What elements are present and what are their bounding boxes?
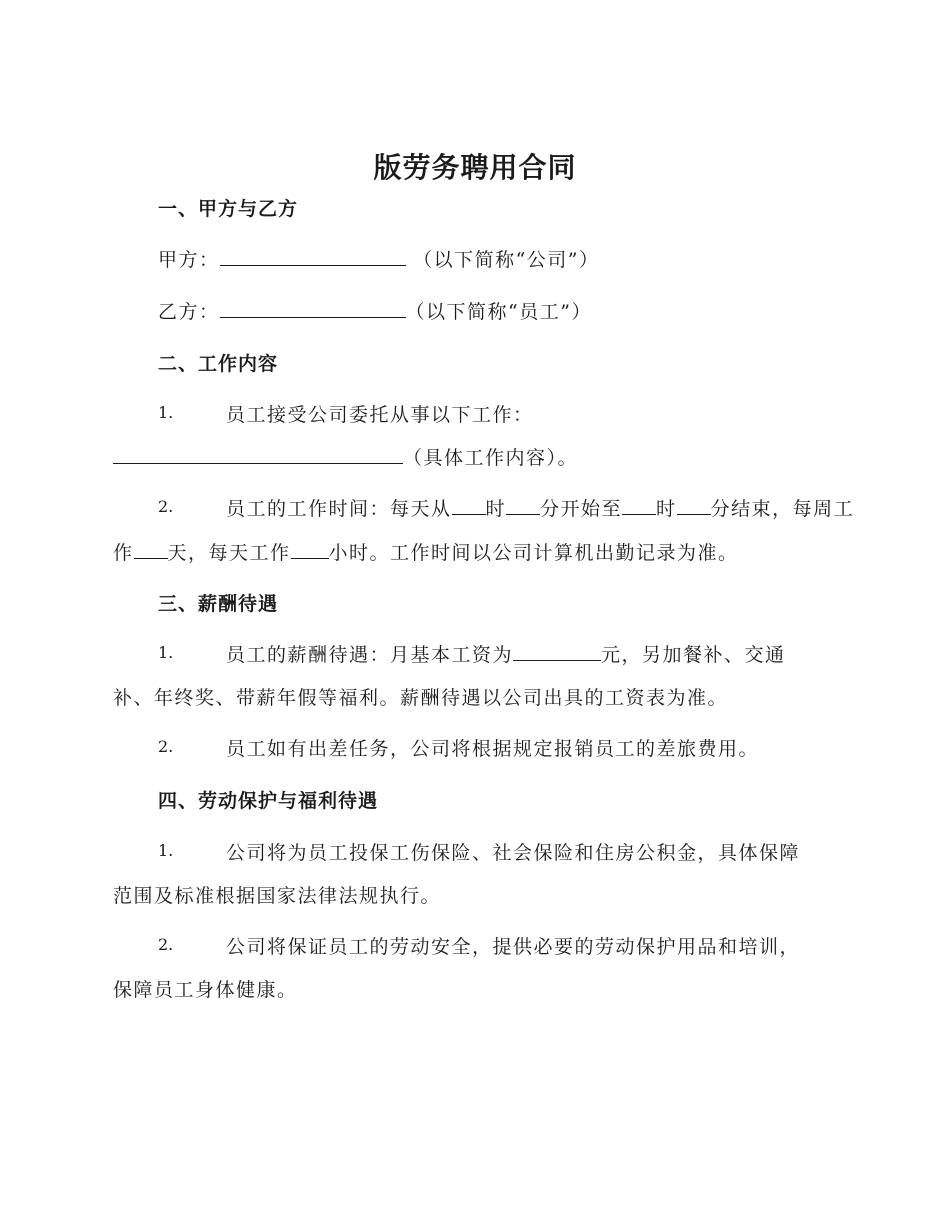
start-minute-blank <box>506 496 540 515</box>
section-heading-salary: 三、薪酬待遇 <box>158 593 279 615</box>
salary-line2: 补、年终奖、带薪年假等福利。薪酬待遇以公司出具的工资表为准。 <box>113 687 729 709</box>
work-content-line2 <box>113 443 578 470</box>
insurance-line1: 公司将为员工投保工伤保险、社会保险和住房公积金，具体保障 <box>226 842 801 864</box>
item-number: 1. <box>158 643 174 662</box>
party-a-suffix: （以下简称“公司”） <box>413 249 600 271</box>
salary-line1 <box>226 640 786 667</box>
item-number: 2. <box>158 935 174 954</box>
party-a-label: 甲方： <box>158 249 220 271</box>
party-a-blank <box>220 247 406 266</box>
party-b-blank <box>220 299 406 318</box>
work-content-text: 员工接受公司委托从事以下工作： <box>226 404 534 426</box>
salary-text: 员工的薪酬待遇：月基本工资为 <box>226 644 514 666</box>
work-hours-text: 小时。工作时间以公司计算机出勤记录为准。 <box>328 542 739 564</box>
insurance-line2: 范围及标准根据国家法律法规执行。 <box>113 885 442 907</box>
party-a-line <box>158 245 600 272</box>
party-b-line <box>158 297 592 324</box>
item-number: 2. <box>158 497 174 516</box>
party-b-label: 乙方： <box>158 301 220 323</box>
end-hour-blank <box>622 496 656 515</box>
safety-line1: 公司将保证员工的劳动安全，提供必要的劳动保护用品和培训， <box>226 936 801 958</box>
work-hours-text: 天，每天工作 <box>167 542 291 564</box>
salary-text: 元，另加餐补、交通 <box>601 644 786 666</box>
start-hour-blank <box>452 496 486 515</box>
work-content-blank <box>113 445 403 464</box>
work-hours-text: 时 <box>656 498 677 520</box>
section-heading-work-content: 二、工作内容 <box>158 353 279 375</box>
base-salary-blank <box>513 642 601 661</box>
work-content-suffix: （具体工作内容）。 <box>403 447 579 469</box>
end-minute-blank <box>677 496 711 515</box>
work-hours-line1 <box>226 494 854 521</box>
work-hours-text: 时 <box>485 498 507 520</box>
travel-expense-text: 员工如有出差任务，公司将根据规定报销员工的差旅费用。 <box>226 738 760 760</box>
work-hours-text: 作 <box>113 542 134 564</box>
work-hours-text: 分结束，每周工 <box>710 498 855 520</box>
safety-line2: 保障员工身体健康。 <box>113 979 298 1001</box>
document-title: 版劳务聘用合同 <box>373 151 577 184</box>
item-number: 2. <box>158 737 174 756</box>
party-b-suffix: （以下简称“员工”） <box>405 301 592 323</box>
item-number: 1. <box>158 841 174 860</box>
work-hours-line2 <box>113 538 739 565</box>
section-heading-labor-protection: 四、劳动保护与福利待遇 <box>158 790 379 812</box>
days-per-week-blank <box>134 540 168 559</box>
work-hours-text: 分开始至 <box>540 498 623 520</box>
section-heading-parties: 一、甲方与乙方 <box>158 198 299 220</box>
item-number: 1. <box>158 403 174 422</box>
hours-per-day-blank <box>291 540 329 559</box>
work-hours-text: 员工的工作时间：每天从 <box>226 498 452 520</box>
